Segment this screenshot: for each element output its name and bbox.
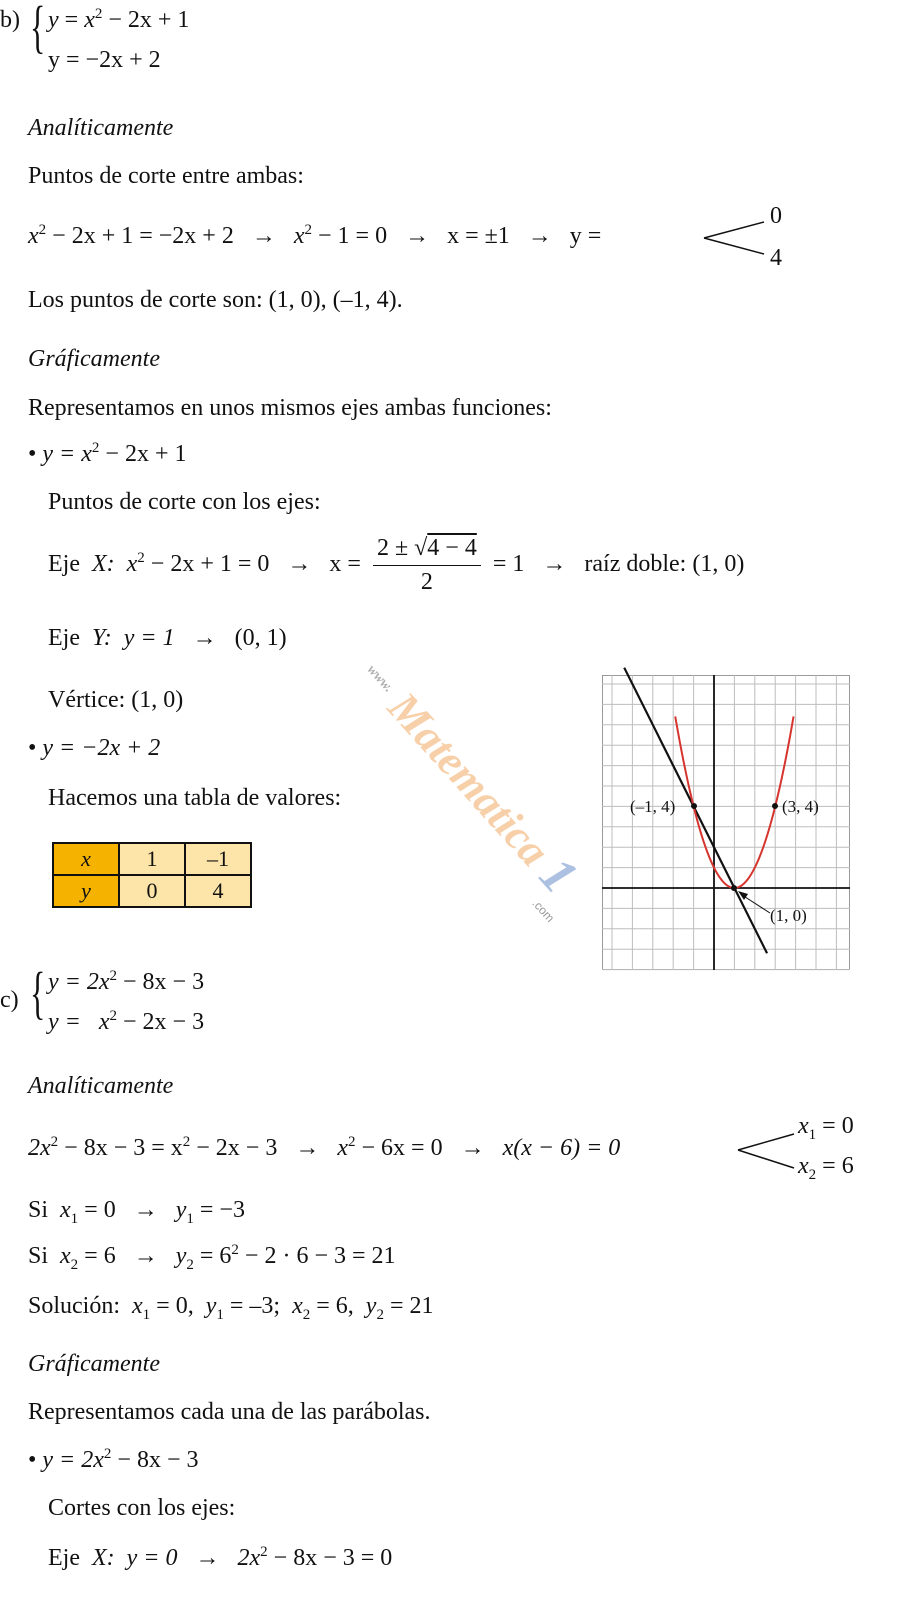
part-c-bullet-1: • $y = 2x^2 - 8x - 3$ bbox=[28, 1446, 199, 1473]
function-graph bbox=[602, 675, 850, 970]
part-b-bullet-2: • y = −2x + 2 bbox=[28, 735, 161, 761]
table-row bbox=[53, 875, 251, 907]
part-b-analytic-heading: Analíticamente bbox=[28, 115, 174, 141]
part-b-axis-y-line: Eje Y: y = 1 → (0, 1) bbox=[48, 625, 287, 651]
table-cell: 1 bbox=[119, 843, 185, 875]
part-c-axis-x-line: Eje X: y = 0 → $2x^2 - 8x - 3 = 0$ bbox=[48, 1544, 393, 1571]
table-head-x: x bbox=[53, 843, 119, 875]
part-b-vertex: Vértice: (1, 0) bbox=[48, 687, 184, 713]
table-cell: –1 bbox=[185, 843, 251, 875]
bullet-icon: • bbox=[28, 735, 37, 761]
label-minus1-4: (–1, 4) bbox=[630, 797, 676, 816]
part-c-si-1: Si $x_1 = 0$ → $y_1 = -3$ bbox=[28, 1197, 245, 1227]
part-b-branch-lines bbox=[702, 216, 768, 260]
part-b-table-intro: Hacemos una tabla de valores: bbox=[48, 785, 342, 811]
point-3-4 bbox=[772, 803, 778, 809]
part-b-equation-2: y = −2x + 2 bbox=[48, 47, 161, 73]
part-b-analytic-equation: $x^2 - 2x + 1 = -2x + 2$ → $x^2 - 1 = 0$ → x = ±1 → y = bbox=[28, 222, 602, 249]
watermark-logo bbox=[298, 662, 589, 930]
part-b-cuts-label: Puntos de corte con los ejes: bbox=[48, 489, 321, 515]
table-cell: 4 bbox=[185, 875, 251, 907]
watermark-com: .com bbox=[529, 896, 558, 925]
table-cell: 0 bbox=[119, 875, 185, 907]
part-c-brace: { bbox=[30, 960, 46, 1025]
table-row bbox=[53, 843, 251, 875]
watermark-one: 1 bbox=[528, 846, 589, 905]
part-b-cut-intro: Puntos de corte entre ambas: bbox=[28, 163, 304, 189]
part-c-branch-lines bbox=[736, 1128, 798, 1174]
part-c-si-2: Si $x_2 = 6$ → $y_2 = 6^2 - 2 \cdot 6 - 3 = 21$ bbox=[28, 1242, 396, 1273]
part-c-analytic-equation: $2x^2 - 8x - 3 = x^2 - 2x - 3$ → $x^2 - 6x = 0$ → x(x − 6) = 0 bbox=[28, 1134, 621, 1161]
table-head-y: y bbox=[53, 875, 119, 907]
label-3-4: (3, 4) bbox=[782, 797, 819, 816]
watermark-www: www. bbox=[363, 662, 396, 696]
part-b-points-text: Los puntos de corte son: (1, 0), (–1, 4). bbox=[28, 287, 403, 313]
values-table bbox=[52, 842, 252, 908]
bullet-icon: • bbox=[28, 1447, 37, 1473]
part-c-label: c) bbox=[0, 987, 19, 1013]
part-b-branch-top: 0 bbox=[770, 203, 782, 229]
label-1-0: (1, 0) bbox=[770, 906, 807, 925]
part-b-brace: { bbox=[30, 0, 46, 59]
part-b-branch-bottom: 4 bbox=[770, 245, 782, 271]
part-c-analytic-heading: Analíticamente bbox=[28, 1073, 174, 1099]
part-b-label: b) bbox=[0, 7, 20, 33]
point-minus1-4 bbox=[691, 803, 697, 809]
part-c-solution: Solución: $x_1 = 0$, $y_1 = -3$; $x_2 = 6$, $y_2 = 21$ bbox=[28, 1293, 434, 1323]
part-c-equation-2: $y = x^2 - 2x - 3$ bbox=[48, 1008, 205, 1035]
part-c-branch-top: $x_1 = 0$ bbox=[798, 1113, 854, 1143]
bullet-icon: • bbox=[28, 441, 37, 467]
fraction: $\frac{2 \pm √4 - 4}{2}$ bbox=[373, 534, 481, 597]
part-b-graphic-intro: Representamos en unos mismos ejes ambas funciones: bbox=[28, 395, 552, 421]
part-b-axis-x-line: Eje X: $x^2 - 2x + 1 = 0$ → x = $\frac{2 \pm √4 - 4}{2}$ = 1 → raíz doble: (1, 0) bbox=[48, 535, 745, 595]
part-c-branch-bottom: $x_2 = 6$ bbox=[798, 1153, 854, 1183]
part-c-graphic-heading: Gráficamente bbox=[28, 1351, 160, 1377]
part-c-equation-1: $y = 2x^2 - 8x - 3$ bbox=[48, 968, 205, 995]
watermark-name: Matematica bbox=[378, 682, 559, 876]
part-c-cuts: Cortes con los ejes: bbox=[48, 1495, 236, 1521]
part-c-graphic-intro: Representamos cada una de las parábolas. bbox=[28, 1399, 431, 1425]
part-b-equation-1: $y = x^2 - 2x + 1$ bbox=[48, 6, 190, 33]
part-b-graphic-heading: Gráficamente bbox=[28, 346, 160, 372]
point-1-0 bbox=[731, 885, 737, 891]
part-b-bullet-1: • $y = x^2 - 2x + 1$ bbox=[28, 440, 187, 467]
